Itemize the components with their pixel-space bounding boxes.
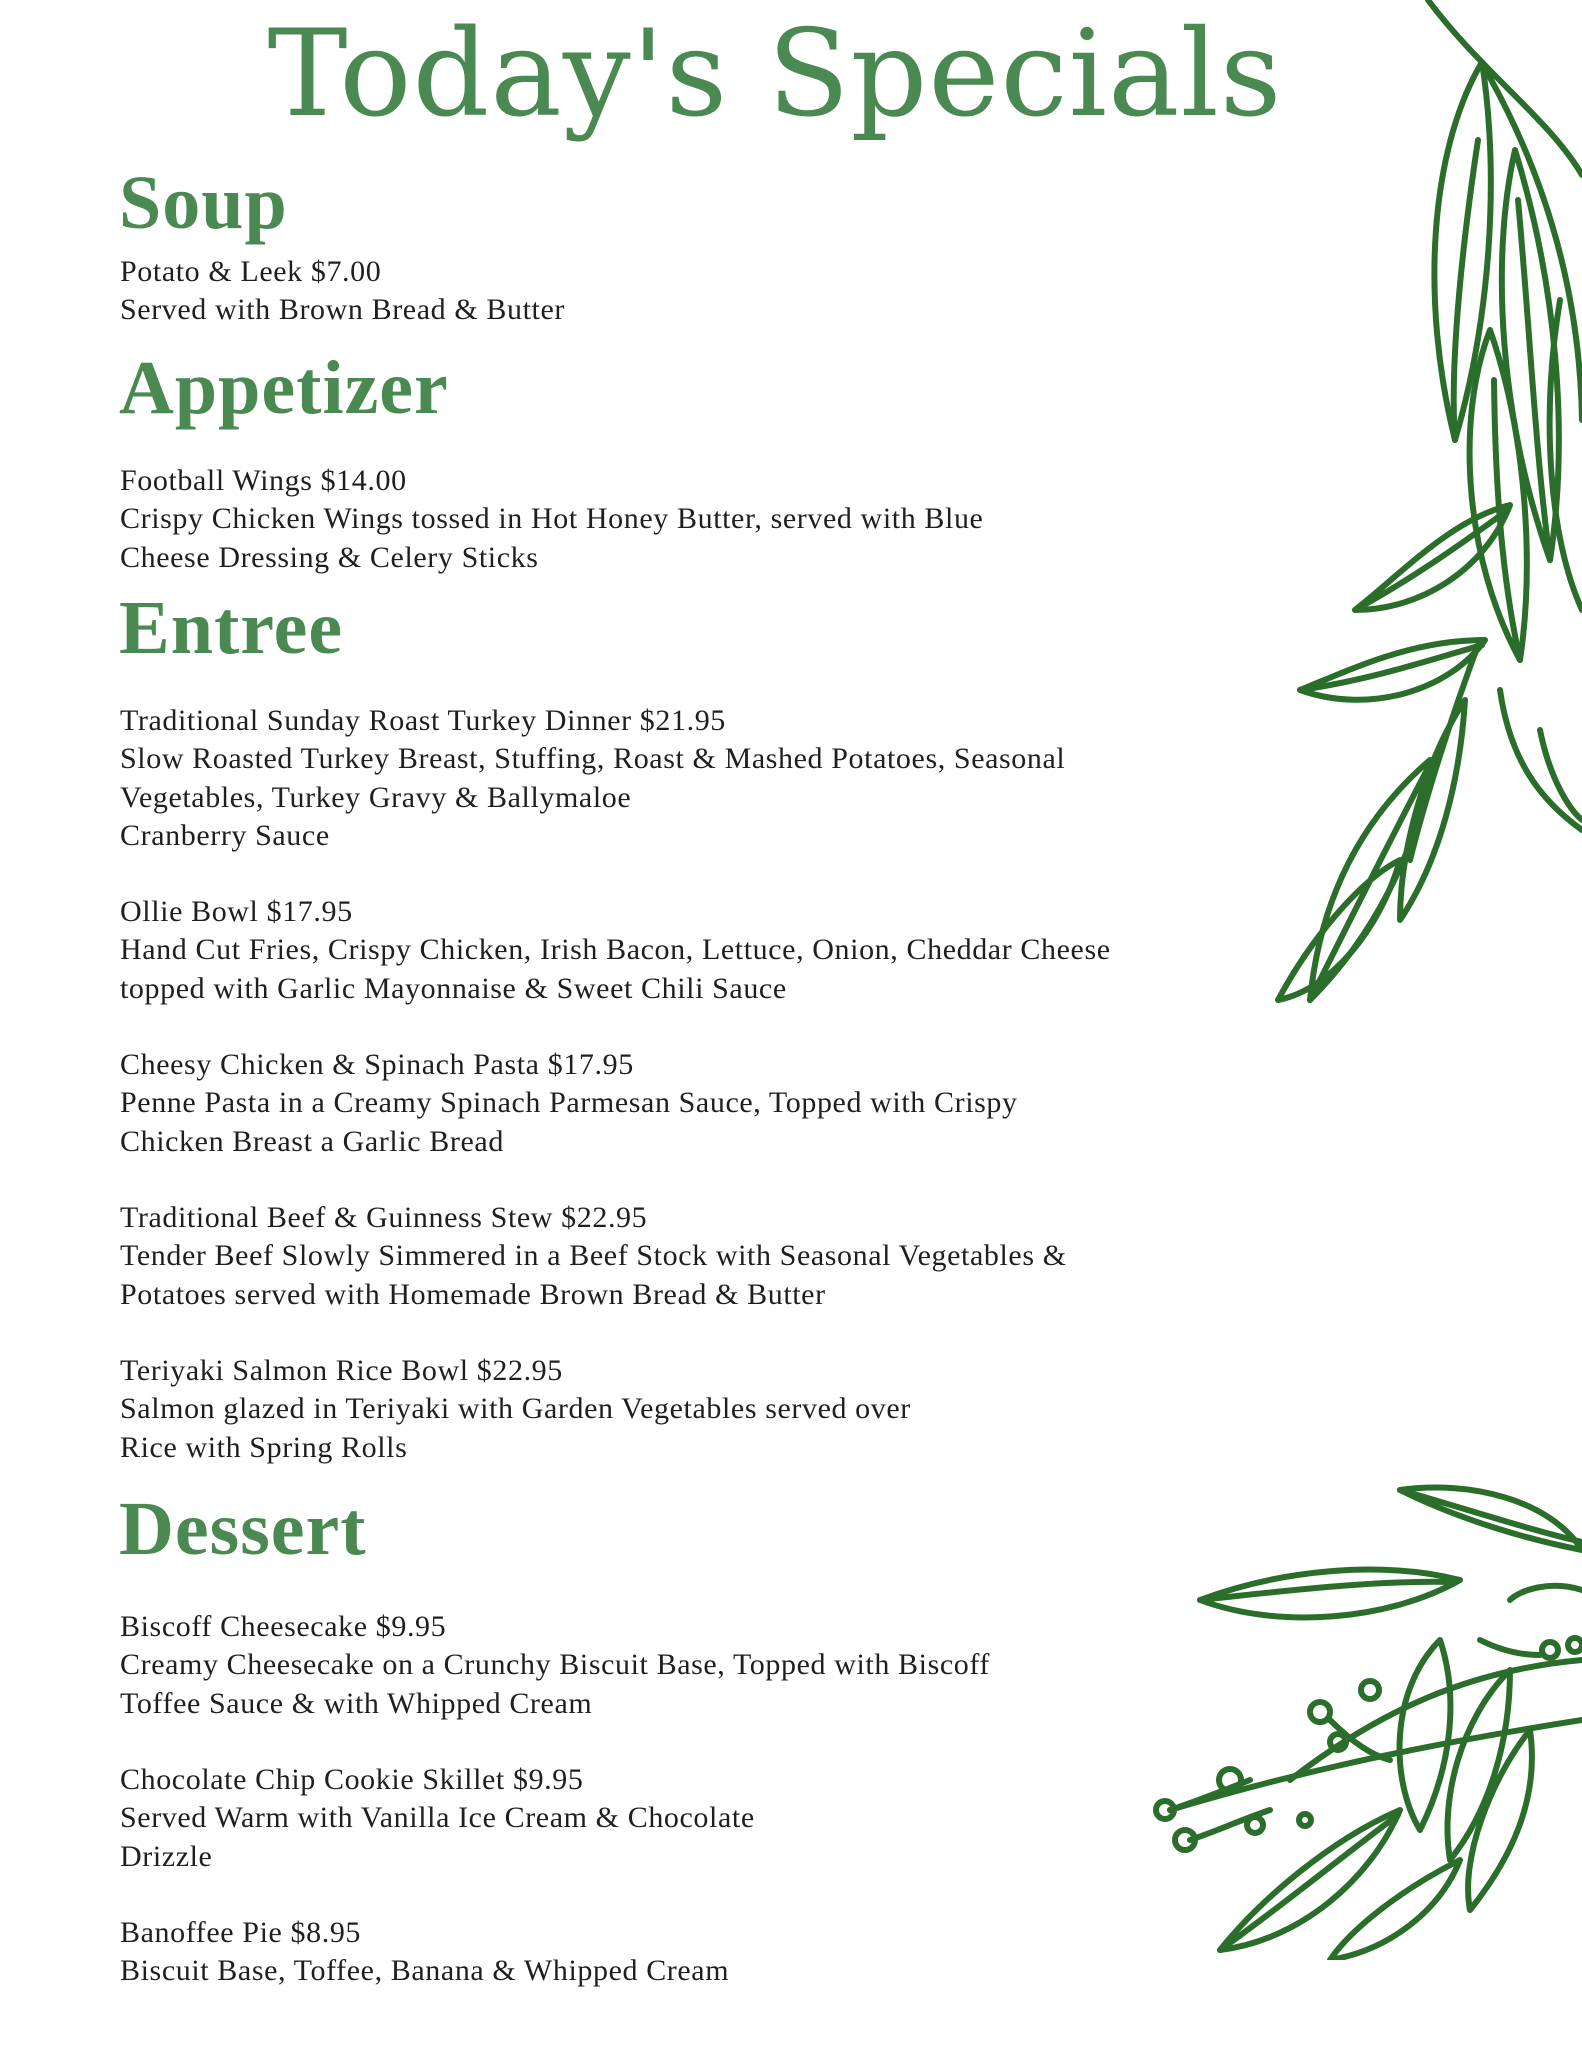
item-description: Chicken Breast a Garlic Bread — [120, 1124, 504, 1158]
item-name-price: Banoffee Pie $8.95 — [120, 1916, 362, 1949]
item-description: Biscuit Base, Toffee, Banana & Whipped Cream — [120, 1954, 730, 1988]
item-name-price: Ollie Bowl $17.95 — [120, 895, 353, 928]
section-heading-soup: Soup — [119, 161, 288, 245]
item-description: Toffee Sauce & with Whipped Cream — [120, 1686, 593, 1720]
item-description: topped with Garlic Mayonnaise & Sweet Chili Sauce — [120, 971, 787, 1005]
menu-item-cookie-skillet — [120, 1761, 1160, 1876]
item-name-price: Cheesy Chicken & Spinach Pasta $17.95 — [120, 1048, 634, 1081]
item-description: Salmon glazed in Teriyaki with Garden Vegetables served over — [120, 1392, 911, 1426]
item-description: Served with Brown Bread & Butter — [120, 293, 565, 327]
item-description: Penne Pasta in a Creamy Spinach Parmesan Sauce, Topped with Crispy — [120, 1086, 1018, 1120]
menu-item-potato-leek — [120, 253, 1160, 330]
item-description: Creamy Cheesecake on a Crunchy Biscuit Base, Topped with Biscoff — [120, 1648, 991, 1682]
menu-item-biscoff-cheesecake — [120, 1608, 1160, 1723]
menu-item-ollie-bowl — [120, 893, 1160, 1008]
item-name-price: Traditional Sunday Roast Turkey Dinner $21.95 — [120, 704, 726, 737]
item-description: Cheese Dressing & Celery Sticks — [120, 540, 539, 574]
item-description: Potatoes served with Homemade Brown Bread & Butter — [120, 1277, 826, 1311]
item-name-price: Chocolate Chip Cookie Skillet $9.95 — [120, 1763, 584, 1796]
item-description: Crispy Chicken Wings tossed in Hot Honey Butter, served with Blue — [120, 502, 984, 536]
item-description: Rice with Spring Rolls — [120, 1430, 408, 1464]
page-title: Today's Specials — [267, 5, 1283, 144]
item-description: Served Warm with Vanilla Ice Cream & Chocolate — [120, 1801, 755, 1835]
menu-item-chicken-spinach-pasta — [120, 1046, 1160, 1161]
section-heading-entree: Entree — [119, 586, 344, 670]
menu-item-roast-turkey-dinner — [120, 702, 1160, 855]
item-description: Cranberry Sauce — [120, 818, 330, 852]
item-description: Tender Beef Slowly Simmered in a Beef Stock with Seasonal Vegetables & — [120, 1239, 1067, 1273]
item-name-price: Teriyaki Salmon Rice Bowl $22.95 — [120, 1354, 563, 1387]
item-description: Hand Cut Fries, Crispy Chicken, Irish Bacon, Lettuce, Onion, Cheddar Cheese — [120, 933, 1111, 967]
item-description: Vegetables, Turkey Gravy & Ballymaloe — [120, 780, 632, 814]
leaf-branch-bottom-right-icon — [1130, 1480, 1582, 1960]
leaf-branch-top-right-icon — [1250, 0, 1582, 1010]
menu-item-beef-guinness-stew — [120, 1199, 1160, 1314]
item-description: Slow Roasted Turkey Breast, Stuffing, Roast & Mashed Potatoes, Seasonal — [120, 742, 1066, 776]
item-name-price: Potato & Leek $7.00 — [120, 255, 382, 288]
item-name-price: Football Wings $14.00 — [120, 464, 407, 497]
item-name-price: Biscoff Cheesecake $9.95 — [120, 1610, 447, 1643]
menu-item-football-wings — [120, 462, 1160, 577]
section-heading-appetizer: Appetizer — [119, 346, 449, 430]
menu-item-banoffee-pie — [120, 1914, 1160, 1991]
item-description: Drizzle — [120, 1839, 213, 1873]
menu-item-teriyaki-salmon-bowl — [120, 1352, 1160, 1467]
section-heading-dessert: Dessert — [119, 1487, 367, 1571]
item-name-price: Traditional Beef & Guinness Stew $22.95 — [120, 1201, 648, 1234]
